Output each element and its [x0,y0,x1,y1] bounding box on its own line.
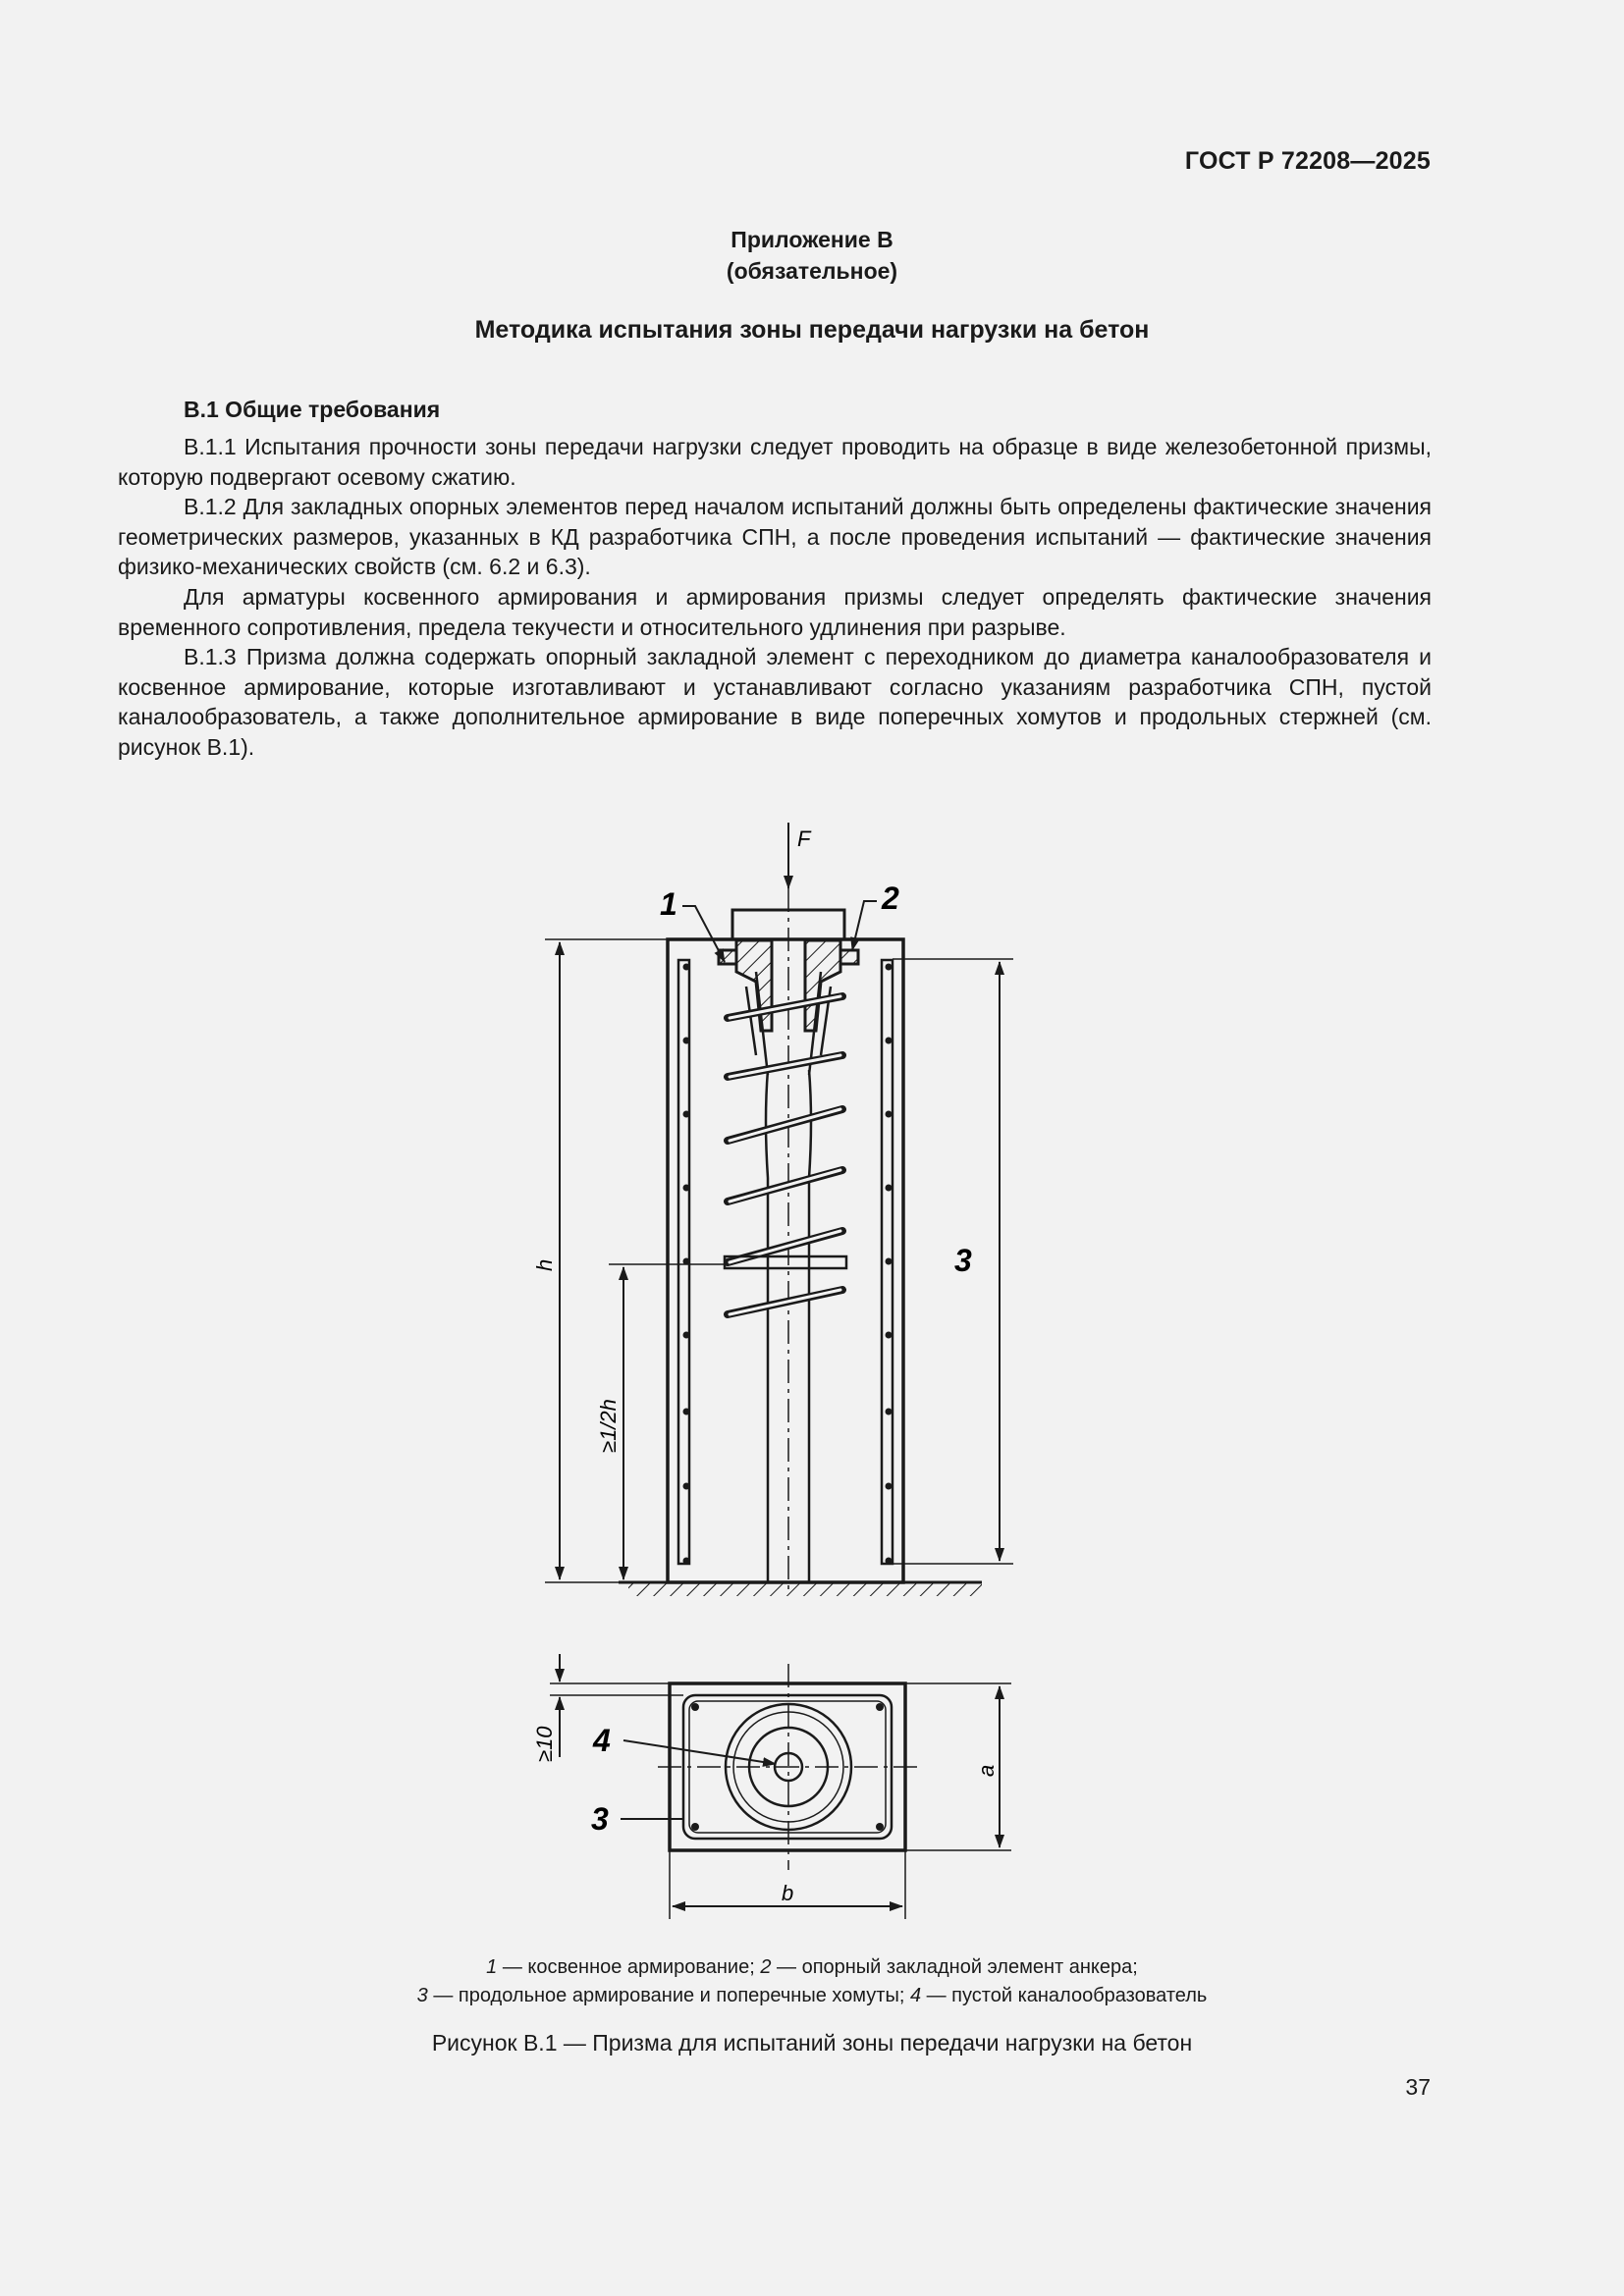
paragraph: В.1.3 Призма должна содержать опорный закладной элемент с переходником до диаметра каналообразователя и косвенное армирование, которые изготавливают и устанавливают согласно указаниям разработчика СПН, пустой каналообразователь, а также дополнительное армирование в виде поперечных хомутов и продольных стержней (см. рисунок В.1). [118,644,1432,760]
prism-outline [668,939,903,1582]
page-number: 37 [1405,2074,1431,2100]
callout-2-leader [852,901,877,950]
callout-1-label: 1 [660,886,677,922]
paragraph: В.1.1 Испытания прочности зоны передачи нагрузки следует проводить на образце в виде железобетонной призмы, которую подвергают осевому сжатию. [118,434,1432,490]
callout-4-label: 4 [593,1723,611,1758]
section-heading: В.1 Общие требования [184,397,441,422]
paragraph: Для арматуры косвенного армирования и армирования призмы следует определять фактические значения временного сопротивления, предела текучести и относительного удлинения при разрыве. [118,583,1432,640]
side-elevation [545,823,1013,1596]
callout-2-label: 2 [882,881,899,916]
legend-text: — опорный закладной элемент анкера; [771,1956,1138,1978]
legend-line [0,1982,1624,2010]
spiral-inner [730,996,840,1314]
ground-hatch [628,1582,982,1596]
appendix-status: (обязательное) [726,258,898,284]
paragraph: В.1.2 Для закладных опорных элементов перед началом испытаний должны быть определены фактические значения геометрических размеров, указанных в КД разработчика СПН, а после проведения испытаний — фактические значения физико-механических свойств (см. 6.2 и 6.3). [118,494,1432,580]
spiral-reinforcement [728,996,842,1314]
dim-cover-label: ≥10 [532,1726,557,1762]
legend-text: — продольное армирование и поперечные хомуты; [427,1985,910,2006]
dim-half-h-label: ≥1/2h [596,1399,621,1453]
dim-h-label: h [532,1258,557,1271]
figure-caption: Рисунок В.1 — Призма для испытаний зоны передачи нагрузки на бетон [431,2030,1193,2056]
dim-b-label: b [782,1881,794,1905]
legend-text: — косвенное армирование; [497,1956,761,1978]
appendix-title: Приложение В [731,227,893,252]
callout-3-plan-label: 3 [591,1801,609,1837]
legend-num: 4 [909,1985,922,2006]
plan-view [550,1654,1011,1919]
stirrup-dots-right [886,964,893,1565]
standard-header: ГОСТ Р 72208—2025 [1184,147,1431,175]
figure-legend [0,1953,1624,2010]
force-label: F [797,827,811,851]
legend-num: 3 [416,1985,428,2006]
legend-line [0,1953,1624,1982]
legend-text: — пустой каналообразователь [921,1985,1208,2006]
legend-num: 2 [760,1956,772,1978]
callout-3-side-label: 3 [954,1243,972,1278]
page-title: Методика испытания зоны передачи нагрузки на бетон [474,316,1150,344]
legend-num: 1 [486,1956,498,1978]
dim-a-label: a [974,1764,999,1777]
